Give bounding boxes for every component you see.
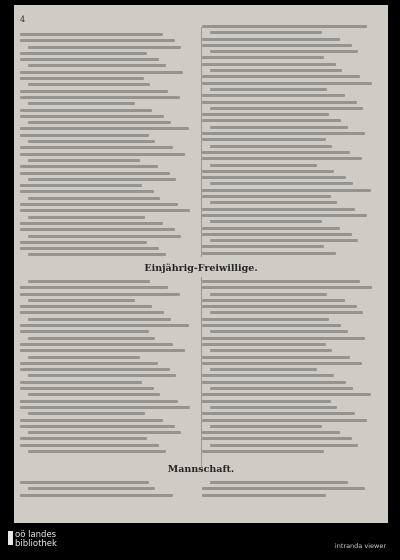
- text-line: [28, 431, 181, 434]
- text-line: [20, 71, 183, 74]
- text-line: [20, 481, 149, 484]
- text-line: [210, 126, 348, 129]
- left-column-bottom: [20, 481, 192, 500]
- text-line: [20, 115, 164, 118]
- text-line: [202, 214, 367, 217]
- text-line: [20, 58, 159, 61]
- text-line: [210, 145, 332, 148]
- text-line: [202, 208, 355, 211]
- text-line: [20, 381, 142, 384]
- text-line: [210, 88, 327, 91]
- text-line: [202, 494, 326, 497]
- library-logo: [8, 531, 57, 549]
- text-line: [210, 368, 317, 371]
- text-line: [202, 44, 352, 47]
- section-heading-einjaehrig: Einjährig-Freiwillige.: [144, 263, 258, 274]
- text-line: [202, 431, 340, 434]
- text-line: [202, 374, 334, 377]
- text-line: [202, 337, 365, 340]
- column-divider-top: [201, 27, 202, 257]
- text-line: [20, 109, 152, 112]
- text-line: [20, 425, 175, 428]
- text-line: [202, 195, 331, 198]
- text-line: [20, 349, 185, 352]
- text-line: [202, 119, 341, 122]
- text-line: [202, 437, 352, 440]
- text-line: [202, 381, 346, 384]
- right-column-bottom: [202, 481, 374, 500]
- text-line: [20, 444, 159, 447]
- text-line: [202, 113, 329, 116]
- text-line: [20, 203, 178, 206]
- text-line: [202, 419, 367, 422]
- text-line: [28, 102, 135, 105]
- text-line: [20, 165, 158, 168]
- text-line: [202, 356, 350, 359]
- text-line: [20, 172, 170, 175]
- text-line: [28, 412, 145, 415]
- text-line: [202, 227, 340, 230]
- text-line: [210, 293, 327, 296]
- text-line: [28, 197, 160, 200]
- text-line: [210, 349, 332, 352]
- text-line: [20, 241, 147, 244]
- text-line: [202, 362, 362, 365]
- text-line: [20, 184, 142, 187]
- text-line: [20, 39, 175, 42]
- right-column-top: [202, 25, 374, 258]
- text-line: [202, 56, 324, 59]
- text-line: [210, 387, 353, 390]
- text-line: [20, 368, 170, 371]
- text-line: [20, 228, 175, 231]
- text-line: [210, 201, 337, 204]
- text-line: [28, 216, 145, 219]
- text-line: [20, 311, 164, 314]
- text-line: [28, 83, 150, 86]
- text-line: [202, 63, 336, 66]
- text-line: [202, 450, 324, 453]
- text-line: [20, 343, 173, 346]
- text-line: [210, 444, 358, 447]
- text-line: [210, 164, 317, 167]
- text-line: [20, 494, 173, 497]
- text-line: [20, 406, 190, 409]
- text-line: [20, 286, 168, 289]
- text-line: [20, 293, 180, 296]
- text-line: [28, 280, 150, 283]
- text-line: [28, 46, 181, 49]
- text-line: [202, 25, 367, 28]
- text-line: [210, 481, 348, 484]
- document-page: [14, 5, 388, 523]
- text-line: [20, 134, 149, 137]
- logo-line-2: bibliothek: [15, 539, 57, 549]
- text-line: [202, 286, 372, 289]
- text-line: [202, 343, 326, 346]
- text-line: [20, 400, 178, 403]
- text-line: [210, 239, 358, 242]
- text-line: [202, 75, 360, 78]
- text-line: [20, 362, 158, 365]
- text-line: [202, 138, 326, 141]
- text-line: [20, 52, 147, 55]
- text-line: [28, 318, 171, 321]
- text-line: [202, 245, 324, 248]
- text-line: [210, 330, 348, 333]
- text-line: [28, 178, 176, 181]
- viewer-label: intranda viewer: [334, 542, 386, 550]
- text-line: [202, 305, 357, 308]
- text-line: [28, 393, 160, 396]
- text-line: [28, 374, 176, 377]
- text-line: [28, 159, 140, 162]
- text-line: [20, 247, 159, 250]
- text-line: [202, 82, 372, 85]
- text-line: [20, 127, 189, 130]
- text-line: [28, 337, 155, 340]
- text-line: [202, 170, 334, 173]
- page-number: 4: [20, 15, 26, 24]
- text-line: [20, 33, 163, 36]
- text-line: [20, 209, 190, 212]
- text-line: [202, 252, 336, 255]
- text-line: [202, 318, 329, 321]
- text-line: [20, 190, 154, 193]
- text-line: [202, 487, 365, 490]
- text-line: [202, 233, 352, 236]
- text-line: [210, 107, 363, 110]
- text-line: [20, 146, 173, 149]
- text-line: [28, 253, 166, 256]
- text-line: [202, 393, 371, 396]
- text-line: [210, 425, 322, 428]
- text-line: [28, 450, 166, 453]
- text-line: [202, 157, 362, 160]
- text-line: [202, 299, 345, 302]
- text-line: [20, 305, 152, 308]
- text-line: [28, 121, 171, 124]
- text-line: [210, 406, 337, 409]
- logo-line-1: oö landes: [15, 530, 57, 540]
- text-line: [28, 299, 135, 302]
- text-line: [210, 311, 363, 314]
- text-line: [210, 31, 322, 34]
- text-line: [20, 330, 149, 333]
- text-line: [202, 151, 350, 154]
- text-line: [20, 324, 189, 327]
- left-column-middle: [20, 280, 192, 456]
- text-line: [210, 182, 353, 185]
- text-line: [202, 101, 357, 104]
- text-line: [210, 50, 358, 53]
- text-line: [20, 387, 154, 390]
- text-line: [202, 132, 365, 135]
- text-line: [28, 235, 181, 238]
- right-column-middle: [202, 280, 374, 456]
- text-line: [202, 400, 331, 403]
- text-line: [20, 419, 163, 422]
- left-column-top: [20, 33, 192, 260]
- section-heading-mannschaft: Mannschaft.: [167, 464, 235, 475]
- text-line: [20, 90, 168, 93]
- column-divider-middle: [201, 277, 202, 467]
- text-line: [202, 176, 346, 179]
- text-line: [202, 189, 371, 192]
- text-line: [202, 38, 340, 41]
- text-line: [210, 220, 322, 223]
- text-line: [20, 437, 147, 440]
- text-line: [210, 69, 342, 72]
- text-line: [28, 487, 155, 490]
- text-line: [28, 64, 166, 67]
- logo-mark-icon: [8, 531, 13, 545]
- text-line: [202, 280, 360, 283]
- text-line: [20, 96, 180, 99]
- text-line: [28, 140, 155, 143]
- text-line: [20, 77, 144, 80]
- text-line: [28, 356, 140, 359]
- text-line: [20, 153, 185, 156]
- text-line: [202, 324, 341, 327]
- text-line: [202, 412, 355, 415]
- text-line: [202, 94, 345, 97]
- text-line: [20, 222, 163, 225]
